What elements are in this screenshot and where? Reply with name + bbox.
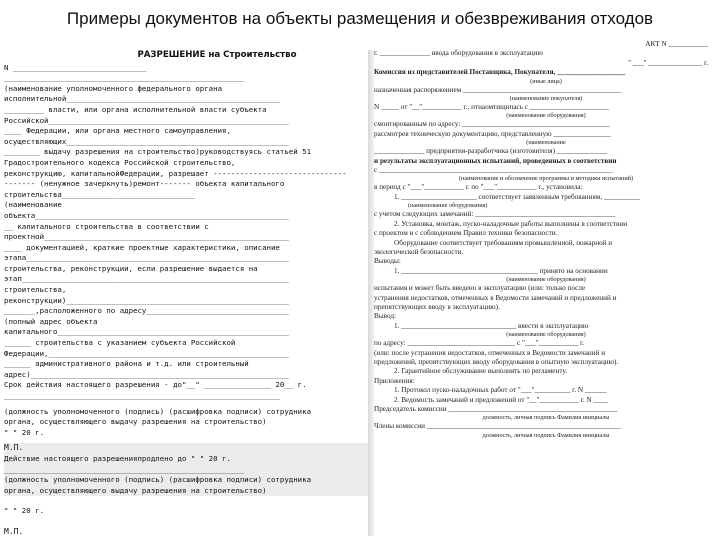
permit-text-line: объекта_________________________________________________________ bbox=[4, 210, 289, 220]
act-text-line: (иные лица) bbox=[530, 77, 562, 85]
permit-text-line: адрес)__________________________________________________________ bbox=[4, 369, 289, 379]
act-text-line: по адресу: ______________________________ с "___"___________ г. bbox=[374, 339, 584, 348]
permit-heading: РАЗРЕШЕНИЕ на Строительство bbox=[137, 50, 297, 60]
equipment-commissioning-act-document bbox=[374, 40, 718, 536]
act-text-line: г. ______________ ввода оборудования в эксплуатацию bbox=[374, 49, 543, 58]
permit-text-line: ____ документацией, краткие проектные характеристики, описание bbox=[4, 242, 280, 252]
act-text-line: (наименование оборудования) bbox=[506, 331, 586, 339]
permit-signature-block bbox=[4, 407, 370, 439]
act-text-line: (наименование оборудования) bbox=[408, 202, 488, 210]
permit-text-line: ______ административного района и т.д. или строительный bbox=[4, 359, 249, 369]
act-text-line: с _________________________________________________________________ bbox=[374, 166, 613, 175]
permit-body bbox=[4, 63, 370, 402]
act-text-line: (наименование оборудования) bbox=[506, 276, 586, 284]
permit-text-line: строительства______________________________ bbox=[4, 189, 196, 199]
act-text-line: ______________ предприятия-разработчика (изготовителя) ______________ bbox=[374, 147, 608, 156]
act-text-line: (наименование оборудования) bbox=[506, 112, 586, 120]
permit-text-line: ------- (ненужное зачеркнуть)ремонт------- объекта капитального bbox=[4, 179, 285, 189]
permit-text-line: ______________________________________________________________ bbox=[4, 391, 280, 400]
act-text-line: 1. Протокол пуско-наладочных работ от "___"__________ г. N ______ bbox=[394, 386, 607, 395]
act-text-line: в период с "___"___________ г. по "___"___________ г., установила: bbox=[374, 183, 583, 192]
permit-text-line: реконструкцию, капитальнойФедерации, разрешает ------------------------------ bbox=[4, 168, 347, 178]
act-text-line: 2. Гарантийное обслуживание выполнять по регламенту. bbox=[394, 367, 568, 376]
permit-text-line: _______,расположенного по адресу________________________________ bbox=[4, 306, 289, 316]
act-text-line: Комиссия из представителей Поставщика, Покупателя, ___________________ bbox=[374, 68, 626, 77]
permit-text-line: Российской______________________________________________________ bbox=[4, 115, 289, 125]
permit-text-line: строительства, реконструкции, если разрешение выдается на bbox=[4, 263, 258, 273]
act-text-line: 1. ________________________________ ввести в эксплуатацию bbox=[394, 321, 589, 330]
permit-text-line: Федерации,______________________________________________________ bbox=[4, 348, 289, 358]
act-text-line: Приложения: bbox=[374, 376, 415, 385]
permit-text-line: этапа___________________________________________________________ bbox=[4, 253, 289, 263]
act-text-line: (наименование и обозначение программы и методики испытаний) bbox=[458, 175, 634, 183]
act-text-line: (наименование покупателя) bbox=[509, 95, 583, 103]
construction-permit-document bbox=[4, 50, 370, 536]
act-text-line: назначенная распоряжением ____________________________________________ bbox=[374, 85, 622, 94]
permit-text-line: _________ власти, или органа исполнительной власти субъекта bbox=[4, 104, 267, 114]
permit-text-line: реконструкции)__________________________________________________ bbox=[4, 295, 289, 305]
act-text-line: экологической безопасности. bbox=[374, 247, 464, 256]
permit-text-line: осуществляющих__________________________________________________ bbox=[4, 136, 289, 146]
stamp-place-label: М.П. bbox=[4, 443, 24, 453]
permit-text-line: Срок действия настоящего разрешения - до"__" _______________ 20__ г. bbox=[4, 380, 307, 390]
act-text-line: устранения недостатков, отмеченных в Ведомости замечаний и предложений и bbox=[374, 293, 617, 302]
act-text-line: должность, личная подпись Фамилия инициалы bbox=[482, 431, 610, 439]
permit-text-line: (полный адрес объекта bbox=[4, 316, 98, 326]
permit-text-line: этап____________________________________________________________ bbox=[4, 274, 289, 284]
permit-text-line: исполнительной________________________________________________ bbox=[4, 94, 280, 104]
act-text-line: Выводы: bbox=[374, 257, 401, 266]
permit-text-line: ________ выдачу разрешения на строительство)руководствуясь статьей 51 bbox=[4, 147, 312, 157]
act-text-line: 1. ______________________________________ принято на основании bbox=[394, 266, 608, 275]
permit-text-line: проектной_______________________________________________________ bbox=[4, 232, 289, 242]
permit-text-line: строительства, bbox=[4, 285, 67, 295]
permit-text-line: (наименование уполномоченного федерального органа bbox=[4, 83, 223, 93]
act-text-line: предложений, препятствующих вводу оборудования в опытную эксплуатацию). bbox=[374, 357, 619, 366]
act-text-line: 2. Ведомость замечаний и предложений от "__"___________ г. N ____ bbox=[394, 395, 608, 404]
act-text-line: смонтированным по адресу: _________________________________________ bbox=[374, 120, 610, 129]
permit-text-line: ______ строительства с указанием субъекта Российской bbox=[4, 338, 236, 348]
act-text-line: Члены комиссии ______________________________________________________ bbox=[374, 422, 621, 431]
stamp-place-label: М.П. bbox=[4, 526, 24, 536]
act-text-line: должность, личная подпись Фамилия инициалы bbox=[482, 414, 610, 422]
act-text-line: (наименование bbox=[526, 139, 566, 147]
signature-text-line: органа, осуществляющего выдачу разрешения на строительство) bbox=[4, 417, 267, 427]
act-text-line: Вывод: bbox=[374, 312, 397, 321]
permit-text-line: (наименование bbox=[4, 200, 62, 210]
signature-text-line: (должность уполномоченного (подпись) (расшифровка подписи) сотрудника bbox=[4, 406, 312, 416]
permit-text-line: капитального____________________________________________________ bbox=[4, 327, 289, 337]
act-text-line: N _____ от "__"___________ г., птнаомтищнпась с ______________________ bbox=[374, 103, 609, 112]
act-text-line: " ___" _______________ г. bbox=[628, 58, 708, 67]
permit-text-line: Градостроительного кодекса Российской строительство, bbox=[4, 157, 236, 167]
act-text-line: АКТ N ___________ bbox=[645, 40, 708, 48]
permit-text-line: N ______________________________ bbox=[4, 62, 147, 72]
act-text-line: (или: после устранения недостатков, отмеченных в Ведомости замечаний и bbox=[374, 348, 606, 357]
page-title: Примеры документов на объекты размещения и обезвреживания отходов bbox=[66, 9, 654, 28]
act-text-line: 1. _____________________ соответствует заявленным требованиям, __________ bbox=[394, 192, 640, 201]
permit-text-line: ____ Федерации, или органа местного самоуправления, bbox=[4, 126, 231, 136]
act-text-line: 2. Установка, монтаж, пуско-наладочные работы выполнены в соответствии bbox=[394, 219, 628, 228]
act-text-line: Председатель комиссии _______________________________________________ bbox=[374, 405, 618, 413]
permit-date-line: " " 20 г. bbox=[4, 506, 45, 516]
extension-text-line: ______________________________________________________ bbox=[4, 464, 245, 474]
act-text-line: с проектом и с соблюдением Правил техники безопасности. bbox=[374, 229, 558, 238]
act-text-line: Оборудование соответствует требованиям промышленной, пожарной и bbox=[394, 238, 613, 247]
extension-text-line: Действие настоящего разрешенияпродлено до " " 20 г. bbox=[4, 453, 231, 463]
signature-text-line: органа, осуществляющего выдачу разрешения на строительство) bbox=[4, 485, 267, 495]
act-text-line: с учетом следующих замечаний: _______________________________________ bbox=[374, 210, 616, 219]
permit-extension-block bbox=[4, 443, 370, 496]
permit-text-line: ______________________________________________________ bbox=[4, 73, 245, 83]
act-text-line: испытания и может быть введено в эксплуатацию (или: только после bbox=[374, 284, 586, 293]
act-text-line: препятствующих вводу в эксплуатацию). bbox=[374, 302, 500, 311]
permit-text-line: __ капитального строительства в соответствии с bbox=[4, 221, 209, 231]
act-text-line: рассмотрев техническую документацию, представленную ________________ bbox=[374, 129, 611, 138]
signature-text-line: " " 20 г. bbox=[4, 427, 45, 437]
signature-text-line: (должность уполномоченного (подпись) (расшифровка подписи) сотрудника bbox=[4, 475, 312, 485]
act-text-line: и результаты эксплуатационных испытаний, проведенных в соответствии bbox=[374, 156, 617, 165]
